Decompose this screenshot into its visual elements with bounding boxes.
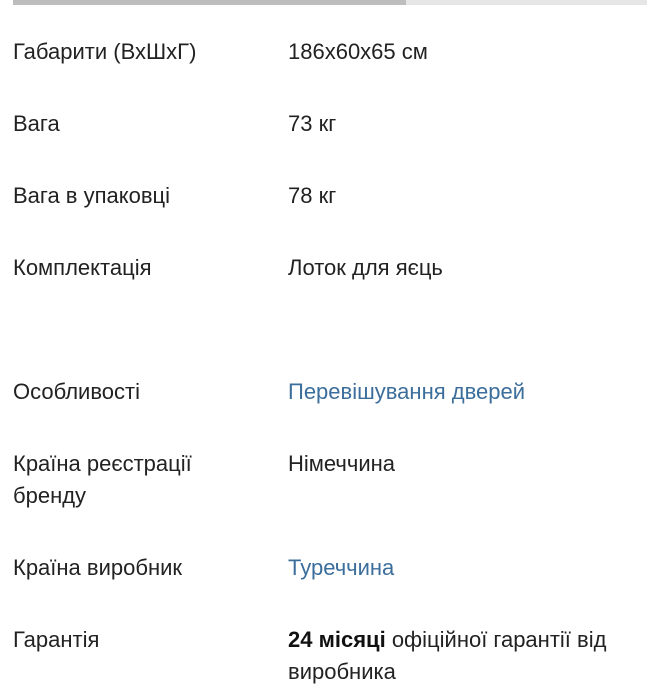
spec-value: Німеччина: [288, 451, 396, 476]
spec-value-warranty: [288, 624, 638, 688]
warranty-period: 24 місяці: [288, 627, 386, 652]
spec-label: Особливості: [13, 379, 140, 404]
scrollbar-thumb[interactable]: [13, 0, 406, 5]
spec-label: Вага: [13, 111, 60, 136]
spec-label: Габарити (ВхШхГ): [13, 39, 197, 64]
warranty-description: офіційної гарантії від виробника: [288, 627, 607, 684]
spec-value: Лоток для яєць: [288, 255, 443, 280]
spec-value-link[interactable]: Перевішування дверей: [288, 379, 526, 404]
spec-value: 78 кг: [288, 183, 337, 208]
spec-label: Гарантія: [13, 627, 100, 652]
spec-value-link[interactable]: Туреччина: [288, 555, 395, 580]
spec-label: Вага в упаковці: [13, 183, 171, 208]
spec-label: Комплектація: [13, 255, 152, 280]
spec-label: Країна реєстрації бренду: [13, 451, 192, 508]
spec-value: 186х60х65 см: [288, 39, 428, 64]
spec-value: 73 кг: [288, 111, 337, 136]
spec-label: Країна виробник: [13, 555, 183, 580]
horizontal-scrollbar[interactable]: [13, 0, 647, 5]
